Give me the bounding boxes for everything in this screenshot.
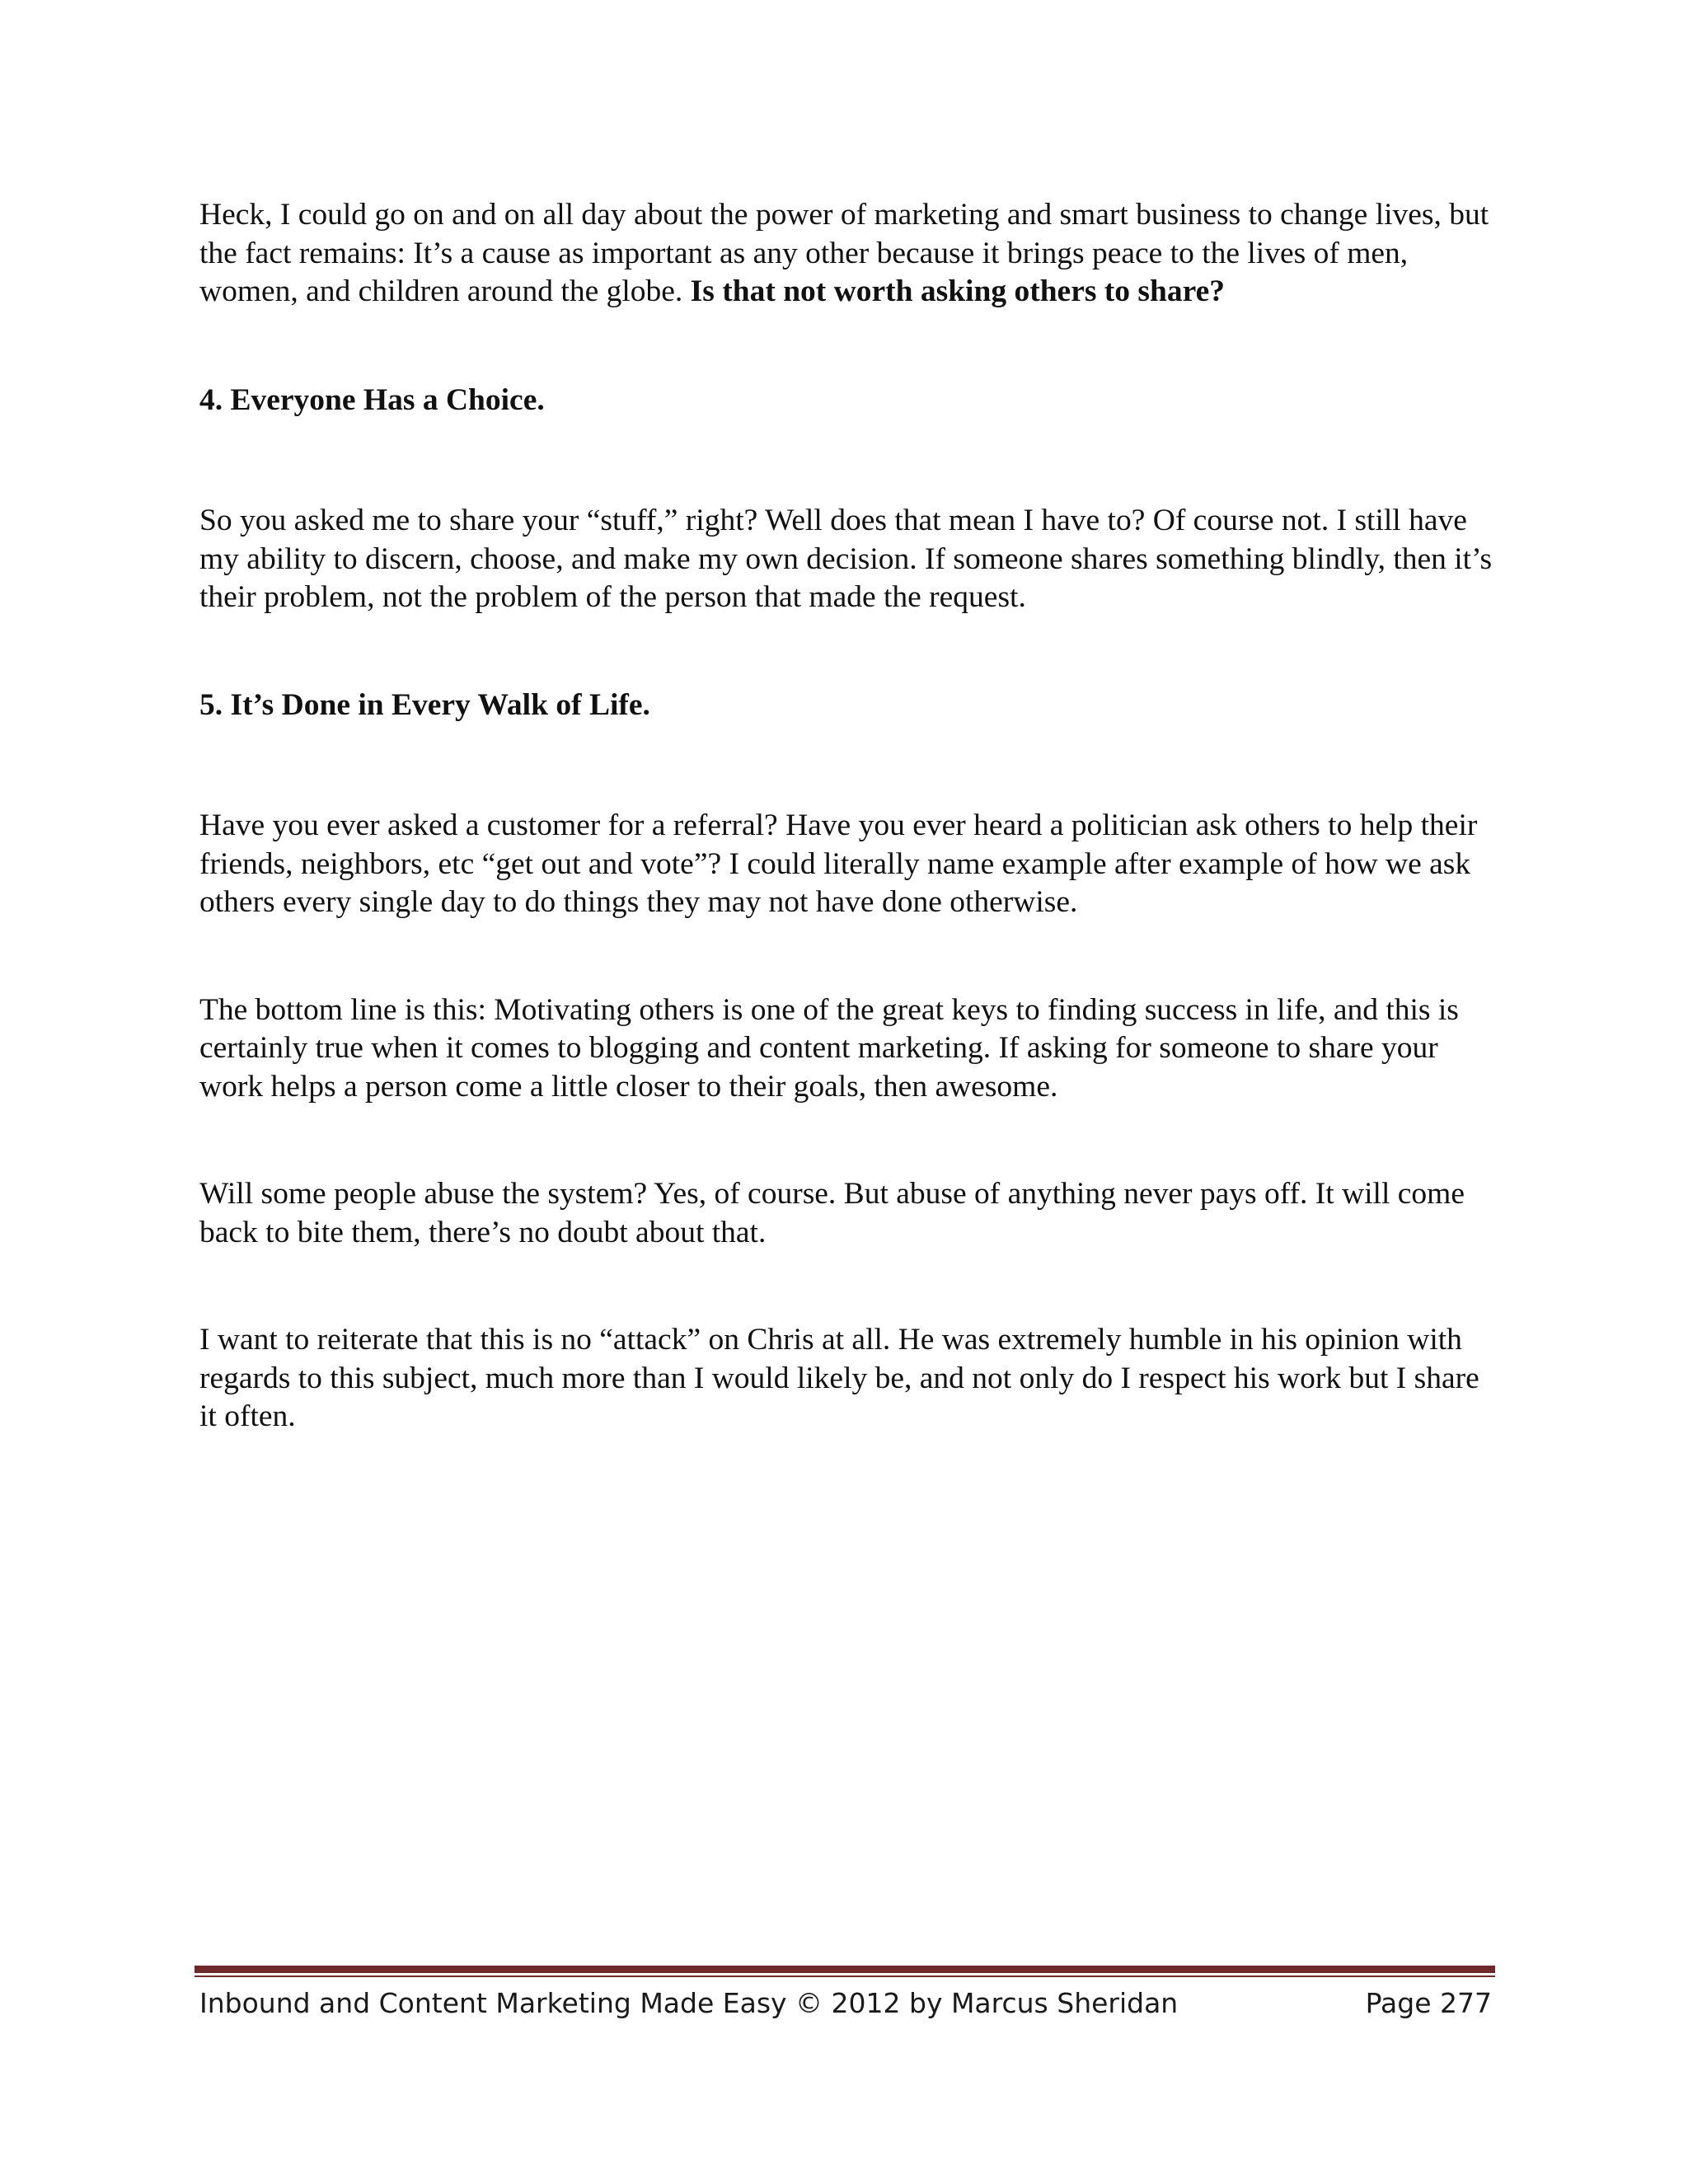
paragraph-reiterate: I want to reiterate that this is no “attack” on Chris at all. He was extremely humble in his opinion with regards to this subject, much more than I would likely be, and not only do I respect his work but I share it often. [199,1323,1479,1433]
footer-rule-thin [195,1975,1495,1977]
footer-title: Inbound and Content Marketing Made Easy © 2012 by Marcus Sheridan [199,1986,1179,2019]
page-footer [199,1978,1492,2027]
paragraph-cause-text: Heck, I could go on and on all day about the power of marketing and smart business to change lives, but the fact remains: It’s a cause as important as any other because it brings peace to the lives of men, women, and children around the globe. [199,198,1489,308]
paragraph-bottom-line: The bottom line is this: Motivating others is one of the great keys to finding success in life, and this is certainly true when it comes to blogging and content marketing. If asking for someone to share your work helps a person come a little closer to their goals, then awesome. [199,992,1459,1104]
paragraph-choice: So you asked me to share your “stuff,” right? Well does that mean I have to? Of course not. I still have my ability to discern, choose, and make my own decision. If someone shares something blindly, then it’s their problem, not the problem of the person that made the request. [199,504,1493,614]
heading-everyone-has-a-choice: 4. Everyone Has a Choice. [199,382,545,417]
page-body [199,196,1502,1436]
heading-every-walk-of-life: 5. It’s Done in Every Walk of Life. [199,687,650,722]
paragraph-abuse: Will some people abuse the system? Yes, of course. But abuse of anything never pays off. It will come back to bite them, there’s no doubt about that. [199,1177,1465,1249]
page-number: Page 277 [1365,1986,1492,2019]
paragraph-cause [199,196,1502,312]
paragraph-cause-bold: Is that not worth asking others to share? [690,274,1225,308]
footer-rule-thick [195,1966,1495,1973]
paragraph-referral: Have you ever asked a customer for a referral? Have you ever heard a politician ask others to help their friends, neighbors, etc “get out and vote”? I could literally name example after example of how we ask others every single day to do things they may not have done otherwise. [199,808,1478,919]
